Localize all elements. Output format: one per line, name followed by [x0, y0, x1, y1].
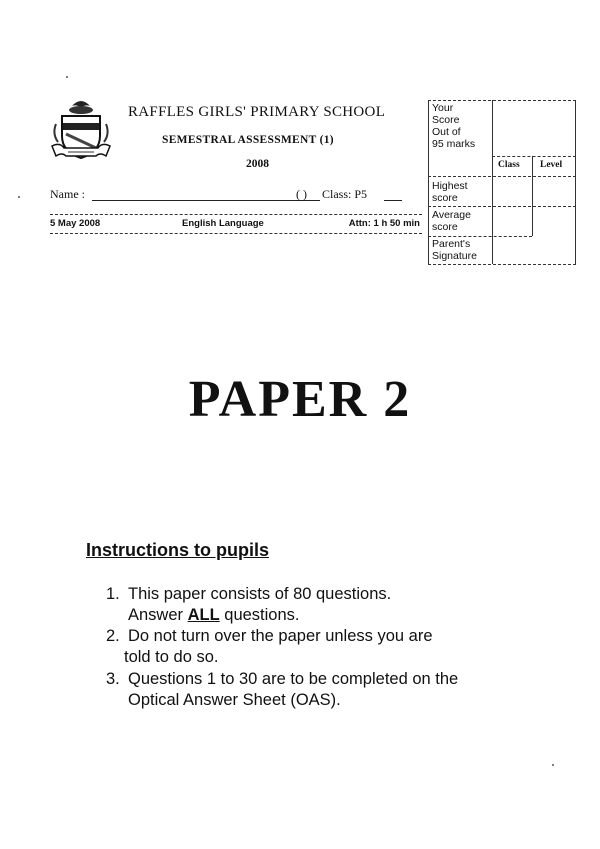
- level-column-header: Level: [540, 160, 563, 170]
- average-score-label: Average score: [432, 209, 471, 233]
- exam-subject: English Language: [182, 218, 264, 229]
- exam-date: 5 May 2008: [50, 218, 101, 229]
- register-number-blank[interactable]: ( ): [296, 187, 307, 201]
- divider-bottom: [50, 233, 422, 234]
- instruction-number: 1.: [106, 585, 120, 603]
- assessment-year: 2008: [246, 158, 269, 170]
- instruction-text: Do not turn over the paper unless you are told to do so.: [124, 627, 433, 666]
- score-box: [428, 100, 576, 264]
- class-label: Class: P5: [322, 187, 368, 201]
- instruction-text: This paper consists of 80 questions. Answer ALL questions.: [128, 585, 392, 624]
- scan-speck: [552, 764, 554, 766]
- name-blank-line[interactable]: [92, 200, 320, 201]
- scan-speck: [66, 76, 68, 78]
- class-column-header: Class: [498, 160, 520, 170]
- name-class-row: [50, 185, 422, 203]
- highest-score-label: Highest score: [432, 180, 468, 204]
- assessment-title: SEMESTRAL ASSESSMENT (1): [162, 134, 334, 146]
- scan-speck: [18, 196, 20, 198]
- parent-signature-label: Parent's Signature: [432, 238, 477, 262]
- name-label: Name :: [50, 187, 85, 201]
- exam-info-row: [50, 218, 420, 232]
- instructions-heading: Instructions to pupils: [86, 540, 269, 560]
- class-blank-line[interactable]: [384, 200, 402, 201]
- divider-top: [50, 214, 422, 215]
- paper-title: PAPER 2: [188, 371, 412, 428]
- instruction-number: 2.: [106, 627, 120, 645]
- exam-duration: Attn: 1 h 50 min: [348, 218, 420, 229]
- emphasis-all: ALL: [187, 606, 220, 624]
- school-crest-logo: [50, 96, 112, 166]
- school-name: RAFFLES GIRLS' PRIMARY SCHOOL: [128, 104, 386, 120]
- instruction-number: 3.: [106, 670, 120, 688]
- instruction-text: Questions 1 to 30 are to be completed on the Optical Answer Sheet (OAS).: [128, 670, 459, 709]
- your-score-label: Your Score Out of 95 marks: [432, 102, 476, 150]
